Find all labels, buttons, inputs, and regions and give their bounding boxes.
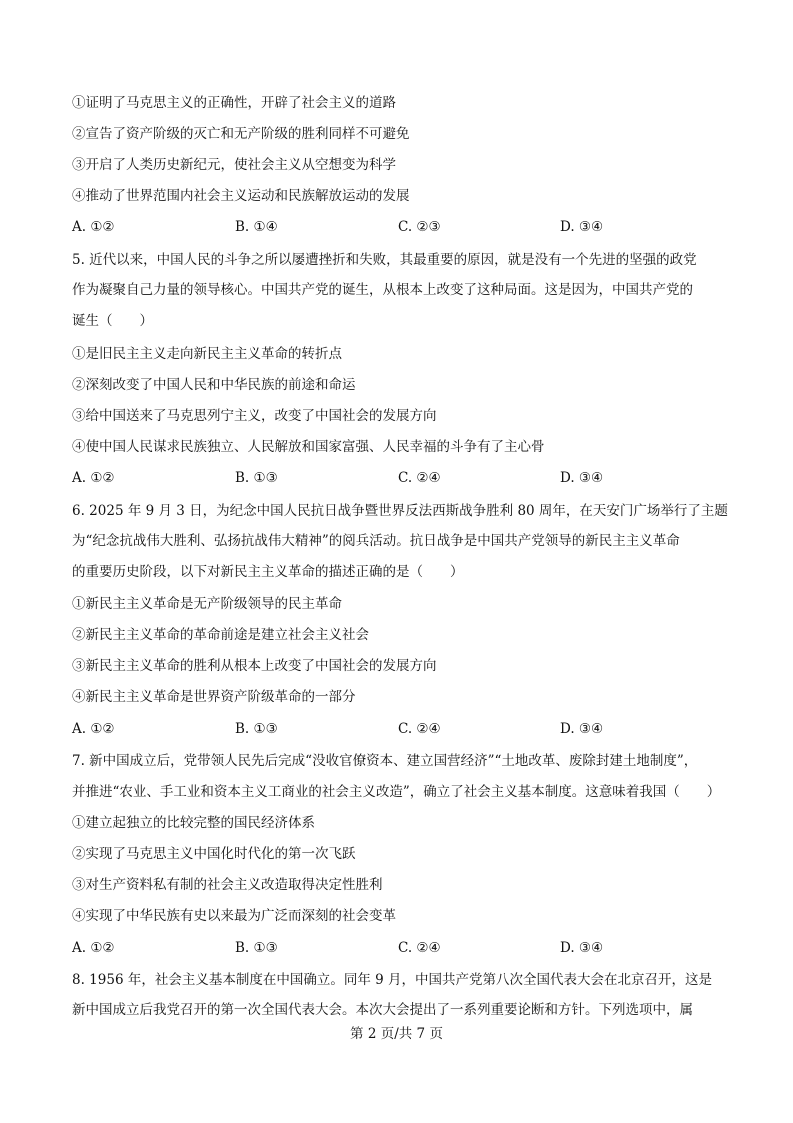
q4-option-d[interactable]: D. ③④ (560, 219, 604, 235)
q7-statement-1: ①建立起独立的比较完整的国民经济体系 (72, 815, 315, 831)
q4-statement-4: ④推动了世界范围内社会主义运动和民族解放运动的发展 (72, 188, 410, 204)
q6-option-c[interactable]: C. ②④ (398, 721, 441, 737)
q6-stem-line-3: 的重要历史阶段，以下对新民主主义革命的描述正确的是（ ） (72, 564, 464, 580)
q7-stem-line-1: 7. 新中国成立后，党带领人民先后完成“没收官僚资本、建立国营经济”“土地改革、废除封建土地制度”， (72, 753, 698, 769)
q5-option-d[interactable]: D. ③④ (560, 470, 604, 486)
q6-stem-line-2: 为“纪念抗战伟大胜利、弘扬抗战伟大精神”的阅兵活动。抗日战争是中国共产党领导的新民主主义革命 (72, 533, 680, 549)
q5-statement-2: ②深刻改变了中国人民和中华民族的前途和命运 (72, 377, 356, 393)
page-number-footer: 第 2 页/共 7 页 (350, 1026, 443, 1042)
q4-options (72, 218, 732, 236)
q5-option-b[interactable]: B. ①③ (235, 470, 278, 486)
q4-option-c[interactable]: C. ②③ (398, 219, 441, 235)
q7-statement-2: ②实现了马克思主义中国化时代化的第一次飞跃 (72, 846, 356, 862)
q7-stem-line-2: 并推进“农业、手工业和资本主义工商业的社会主义改造”，确立了社会主义基本制度。这意味着我国（ ） (72, 784, 721, 800)
q6-options (72, 720, 732, 738)
q6-statement-1: ①新民主主义革命是无产阶级领导的民主革命 (72, 596, 342, 612)
q6-statement-4: ④新民主主义革命是世界资产阶级革命的一部分 (72, 689, 356, 705)
q5-statement-1: ①是旧民主主义走向新民主主义革命的转折点 (72, 346, 342, 362)
q6-statement-3: ③新民主主义革命的胜利从根本上改变了中国社会的发展方向 (72, 658, 437, 674)
q5-options (72, 469, 732, 487)
q4-option-b[interactable]: B. ①④ (235, 219, 278, 235)
q7-options (72, 939, 732, 957)
q5-stem-line-2: 作为凝聚自己力量的领导核心。中国共产党的诞生，从根本上改变了这种局面。这是因为，中国共产党的 (72, 282, 693, 298)
q7-statement-3: ③对生产资料私有制的社会主义改造取得决定性胜利 (72, 877, 383, 893)
q7-option-a[interactable]: A. ①② (72, 940, 115, 956)
q6-option-b[interactable]: B. ①③ (235, 721, 278, 737)
q5-statement-3: ③给中国送来了马克思列宁主义，改变了中国社会的发展方向 (72, 408, 437, 424)
q4-option-a[interactable]: A. ①② (72, 219, 115, 235)
q6-statement-2: ②新民主主义革命的革命前途是建立社会主义社会 (72, 627, 369, 643)
q5-statement-4: ④使中国人民谋求民族独立、人民解放和国家富强、人民幸福的斗争有了主心骨 (72, 439, 545, 455)
q8-stem-line-1: 8. 1956 年，社会主义基本制度在中国确立。同年 9 月，中国共产党第八次全国代表大会在北京召开，这是 (72, 972, 712, 988)
q5-option-a[interactable]: A. ①② (72, 470, 115, 486)
q4-statement-1: ①证明了马克思主义的正确性，开辟了社会主义的道路 (72, 95, 396, 111)
q7-option-c[interactable]: C. ②④ (398, 940, 441, 956)
q4-statement-3: ③开启了人类历史新纪元，使社会主义从空想变为科学 (72, 157, 396, 173)
q6-option-d[interactable]: D. ③④ (560, 721, 604, 737)
q5-stem-line-1: 5. 近代以来，中国人民的斗争之所以屡遭挫折和失败，其最重要的原因，就是没有一个先进的坚强的政党 (72, 252, 697, 268)
q4-statement-2: ②宣告了资产阶级的灭亡和无产阶级的胜利同样不可避免 (72, 126, 410, 142)
q6-option-a[interactable]: A. ①② (72, 721, 115, 737)
q7-statement-4: ④实现了中华民族有史以来最为广泛而深刻的社会变革 (72, 908, 396, 924)
q8-stem-line-2: 新中国成立后我党召开的第一次全国代表大会。本次大会提出了一系列重要论断和方针。下列选项中，属 (72, 1002, 693, 1018)
q7-option-b[interactable]: B. ①③ (235, 940, 278, 956)
q6-stem-line-1: 6. 2025 年 9 月 3 日，为纪念中国人民抗日战争暨世界反法西斯战争胜利 80 周年，在天安门广场举行了主题 (72, 503, 728, 519)
q5-stem-line-3: 诞生（ ） (72, 313, 153, 329)
q7-option-d[interactable]: D. ③④ (560, 940, 604, 956)
q5-option-c[interactable]: C. ②④ (398, 470, 441, 486)
